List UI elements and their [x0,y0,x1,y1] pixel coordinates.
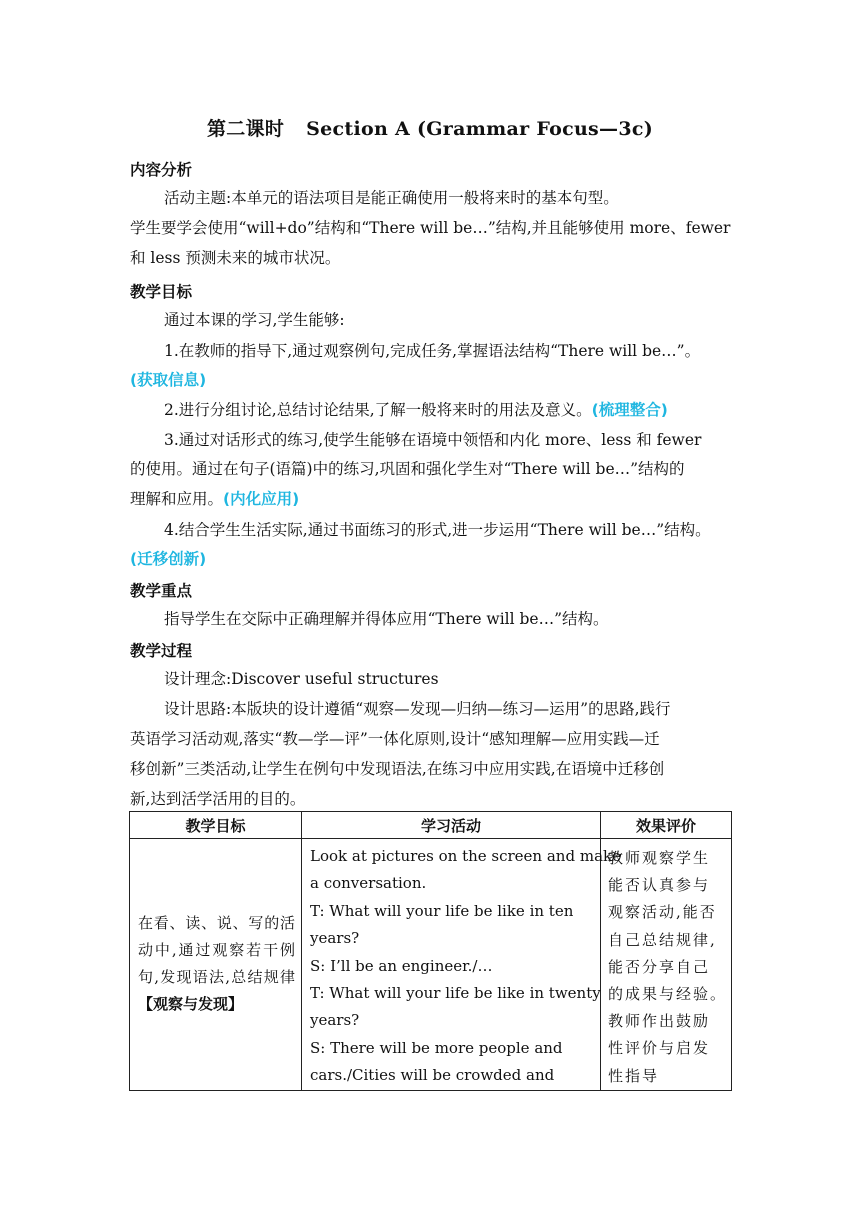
goal-3-tag: (内化应用) [223,490,300,508]
header-evaluation: 效果评价 [601,812,732,839]
goals-intro: 通过本课的学习,学生能够: [164,311,345,329]
goal-cell-text: 在看、读、说、写的活动中,通过观察若干例句,发现语法,总结规律 [138,914,295,987]
evaluation-line: 能否认真参与 [608,876,711,895]
lesson-plan-table [129,811,732,1091]
goal-2-text: 2.进行分组讨论,总结讨论结果,了解一般将来时的用法及意义。 [164,401,592,419]
activity-cell [302,839,621,1091]
activity-line: S: I’ll be an engineer./… [310,956,493,975]
design-idea-line-3: 移创新”三类活动,让学生在例句中发现语法,在练习中应用实践,在语境中迁移创 [130,760,665,778]
activity-line: years? [310,1011,360,1030]
content-analysis-line-3: 和 less 预测未来的城市状况。 [130,249,341,267]
evaluation-line: 教师作出鼓励 [608,1012,711,1031]
content-analysis-line-1: 活动主题:本单元的语法项目是能正确使用一般将来时的基本句型。 [164,189,619,207]
design-idea-line-2: 英语学习活动观,落实“教—学—评”一体化原则,设计“感知理解—应用实践—迁 [130,730,660,748]
design-idea-line-4: 新,达到活学活用的目的。 [130,790,306,808]
evaluation-line: 性评价与启发 [608,1039,711,1058]
goal-2-line [164,398,730,420]
heading-teaching-process: 教学过程 [130,642,193,660]
design-concept: 设计理念:Discover useful structures [164,670,439,688]
heading-key-point: 教学重点 [130,582,193,600]
evaluation-line: 自己总结规律, [608,930,717,949]
table-row [130,839,732,1091]
heading-content-analysis: 内容分析 [130,161,193,179]
evaluation-cell [601,839,732,1091]
goal-cell [130,839,302,1091]
goal-3-line-3-wrap [130,487,730,509]
evaluation-line: 能否分享自己 [608,957,711,976]
goal-3-line-1: 3.通过对话形式的练习,使学生能够在语境中领悟和内化 more、less 和 fewer [164,431,702,449]
goal-2-tag: (梳理整合) [591,401,668,419]
goal-1-text: 1.在教师的指导下,通过观察例句,完成任务,掌握语法结构“There will be…”。 [164,342,701,360]
table-header-row [130,812,732,839]
evaluation-line: 性指导 [608,1066,660,1085]
goal-4-tag: (迁移创新) [130,550,207,568]
activity-line: T: What will your life be like in ten [310,901,574,920]
lesson-title [0,114,860,141]
heading-teaching-goals: 教学目标 [130,283,193,301]
lesson-number: 第二课时 [206,118,285,140]
header-goal: 教学目标 [130,812,302,839]
goal-4-text: 4.结合学生生活实际,通过书面练习的形式,进一步运用“There will be…”结构。 [164,521,711,539]
goal-3-line-3: 理解和应用。 [130,490,224,508]
evaluation-line: 观察活动,能否 [608,903,717,922]
goal-cell-tag: 【观察与发现】 [138,995,244,1014]
evaluation-line: 教师观察学生 [608,849,711,867]
key-point-text: 指导学生在交际中正确理解并得体应用“There will be…”结构。 [164,610,609,628]
section-name: Section A (Grammar Focus—3c) [306,118,654,140]
activity-line: S: There will be more people and [310,1038,563,1057]
design-idea-line-1: 设计思路:本版块的设计遵循“观察—发现—归纳—练习—运用”的思路,践行 [164,700,671,718]
activity-line: Look at pictures on the screen and make [310,847,621,865]
activity-line: T: What will your life be like in twenty [310,984,601,1003]
evaluation-line: 的成果与经验。 [608,985,728,1004]
activity-line: cars./Cities will be crowded and [310,1066,555,1085]
goal-3-line-2: 的使用。通过在句子(语篇)中的练习,巩固和强化学生对“There will be…”结构的 [130,460,685,478]
activity-line: years? [310,929,360,948]
goal-1-tag: (获取信息) [130,371,207,389]
header-activity: 学习活动 [302,812,601,839]
activity-line: a conversation. [310,874,427,893]
content-analysis-line-2: 学生要学会使用“will+do”结构和“There will be…”结构,并且能够使用 more、fewer [130,219,731,237]
